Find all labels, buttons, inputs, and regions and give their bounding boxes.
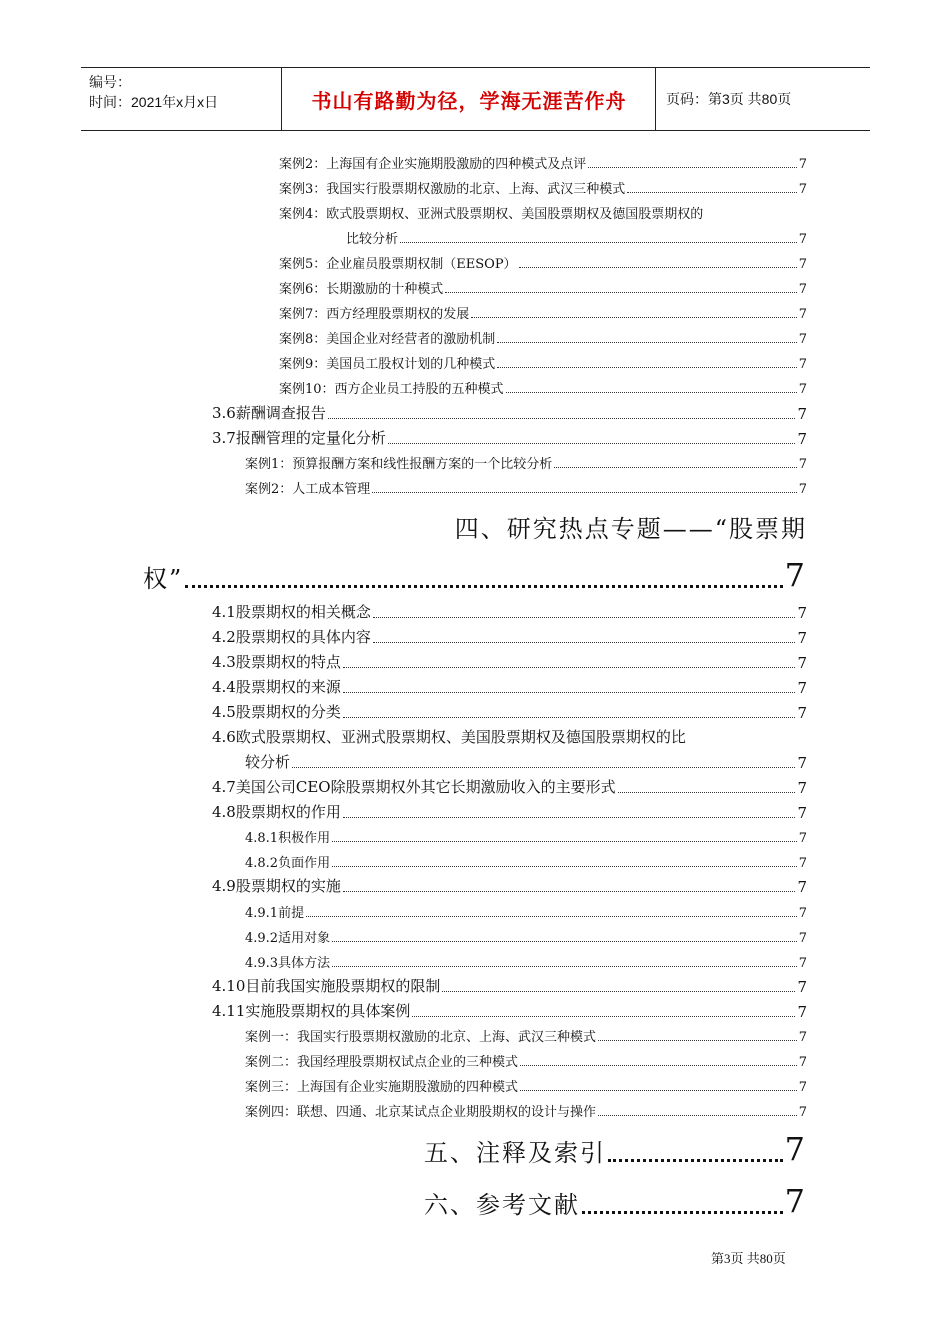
toc-entry[interactable]: 案例三：上海国有企业实施期股激励的四种模式 7 <box>245 1080 807 1095</box>
toc-entry[interactable]: 4.6欧式股票期权、亚洲式股票期权、美国股票期权及德国股票期权的比 <box>212 728 686 746</box>
toc-entry[interactable]: 案例2：人工成本管理 7 <box>245 482 807 497</box>
toc-entry[interactable]: 案例5：企业雇员股票期权制（EESOP） 7 <box>279 257 807 272</box>
toc-chapter-heading[interactable]: 权” 7 <box>143 556 807 594</box>
toc-entry[interactable]: 案例7：西方经理股票期权的发展 7 <box>279 307 807 322</box>
toc-chapter-heading[interactable]: 四、研究热点专题——“股票期 <box>454 515 807 543</box>
toc-entry[interactable]: 4.8股票期权的作用 7 <box>212 803 807 822</box>
toc-entry[interactable]: 3.7报酬管理的定量化分析 7 <box>212 429 807 448</box>
toc-entry[interactable]: 4.8.1积极作用 7 <box>245 831 807 846</box>
header-page-info: 页码：第3页 共80页 <box>666 91 792 107</box>
toc-entry[interactable]: 4.1股票期权的相关概念 7 <box>212 603 807 622</box>
header-divider <box>655 68 656 130</box>
toc-entry[interactable]: 4.5股票期权的分类 7 <box>212 703 807 722</box>
toc-entry[interactable]: 3.6薪酬调查报告 7 <box>212 404 807 423</box>
toc-entry[interactable]: 4.9.1前提 7 <box>245 906 807 921</box>
toc-entry[interactable]: 4.7美国公司CEO除股票期权外其它长期激励收入的主要形式 7 <box>212 778 807 797</box>
toc-entry[interactable]: 较分析 7 <box>245 753 807 772</box>
toc-entry[interactable]: 比较分析 7 <box>346 232 807 247</box>
toc-entry[interactable]: 4.10目前我国实施股票期权的限制 7 <box>212 977 807 996</box>
toc-entry[interactable]: 案例9：美国员工股权计划的几种模式 7 <box>279 357 807 372</box>
header-divider <box>281 68 282 130</box>
toc-entry[interactable]: 4.9.2适用对象 7 <box>245 931 807 946</box>
toc-chapter-heading[interactable]: 六、参考文献 7 <box>424 1182 807 1220</box>
toc-entry[interactable]: 4.9股票期权的实施 7 <box>212 877 807 896</box>
toc-entry[interactable]: 案例四：联想、四通、北京某试点企业期股期权的设计与操作 7 <box>245 1105 807 1120</box>
toc-entry[interactable]: 案例1：预算报酬方案和线性报酬方案的一个比较分析 7 <box>245 457 807 472</box>
page-header <box>81 67 870 131</box>
toc-entry[interactable]: 4.9.3具体方法 7 <box>245 956 807 971</box>
toc-entry[interactable]: 4.8.2负面作用 7 <box>245 856 807 871</box>
number-label: 编号： <box>89 74 131 90</box>
toc-entry[interactable]: 案例6：长期激励的十种模式 7 <box>279 282 807 297</box>
header-motto: 书山有路勤为径，学海无涯苦作舟 <box>311 88 627 113</box>
toc-entry[interactable]: 4.11实施股票期权的具体案例 7 <box>212 1002 807 1021</box>
toc-chapter-heading[interactable]: 五、注释及索引 7 <box>424 1130 807 1168</box>
toc-entry[interactable]: 案例3：我国实行股票期权激励的北京、上海、武汉三种模式 7 <box>279 182 807 197</box>
toc-entry[interactable]: 案例2：上海国有企业实施期股激励的四种模式及点评 7 <box>279 157 807 172</box>
toc-entry[interactable]: 案例二：我国经理股票期权试点企业的三种模式 7 <box>245 1055 807 1070</box>
toc-entry[interactable]: 4.3股票期权的特点 7 <box>212 653 807 672</box>
toc-entry[interactable]: 4.4股票期权的来源 7 <box>212 678 807 697</box>
toc-entry[interactable]: 4.2股票期权的具体内容 7 <box>212 628 807 647</box>
page-footer: 第3页 共80页 <box>711 1251 786 1266</box>
header-meta <box>89 72 218 112</box>
time-label: 时间：2021年x月x日 <box>89 94 219 110</box>
toc-entry[interactable]: 案例10：西方企业员工持股的五种模式 7 <box>279 382 807 397</box>
toc-entry[interactable]: 案例一：我国实行股票期权激励的北京、上海、武汉三种模式 7 <box>245 1030 807 1045</box>
toc-entry[interactable]: 案例8：美国企业对经营者的激励机制 7 <box>279 332 807 347</box>
toc-entry[interactable]: 案例4：欧式股票期权、亚洲式股票期权、美国股票期权及德国股票期权的 <box>279 207 704 222</box>
